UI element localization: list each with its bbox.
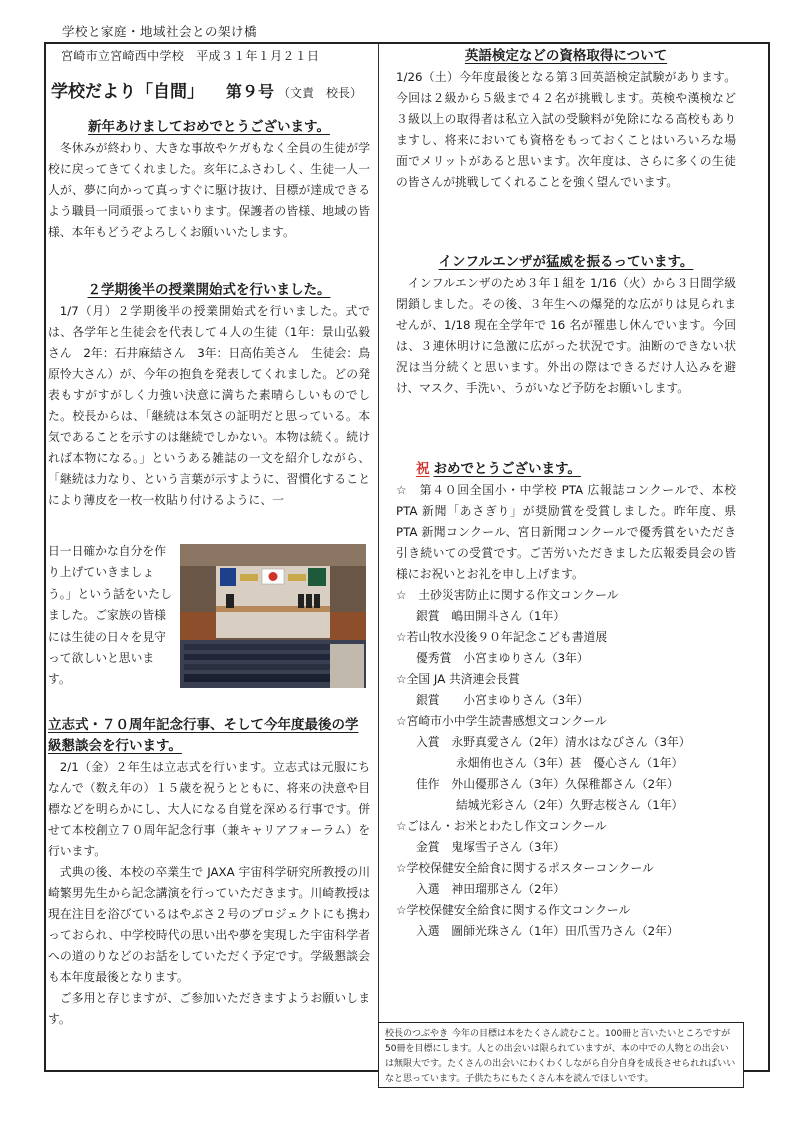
section-heading: 英語検定などの資格取得について [464,48,668,64]
award-winner: 佳作 外山優那さん（3年）久保稚都さん（2年） [416,777,679,791]
award-winner: 入選 神田瑠那さん（2年） [416,882,566,896]
section-heading: インフルエンザが猛威を振るっています。 [438,254,694,270]
issue-number: 第９号 [226,82,275,101]
pta-award-text: ☆ 第４０回全国小・中学校 PTA 広報誌コンクールで、本校 PTA 新聞「あさぎり」が奨励賞を受賞しました。昨年度、県 PTA 新聞コンクール、宮日新聞コンクールで優秀賞をいただき引き続いての受賞です。ご苦労いただきました広報委員会の皆様にお祝いとお礼を申し上げます。 [396,483,736,581]
award-title: ☆ 土砂災害防止に関する作文コンクール [396,588,619,602]
section-body: 1/26（土）今年度最後となる第３回英語検定試験があります。今回は２級から５級まで４２名が挑戦します。英検や漢検など３級以上の取得者は私立入試の受験料が免除になる高校もありますし、将来においても資格をもっておくことはいろいろな場面でメリットがあると思います。次年度は、さらに多くの生徒の皆さんが挑戦してくれることを強く望んでいます。 [396,70,736,189]
section-para-1: 2/1（金）２年生は立志式を行います。立志式は元服にちなんで（数え年の）１５歳を祝うとともに、将来の決意や目標などを明らかにし、大人になる自覚を深める行事です。併せて本校創立７０周年記念行事（兼キャリアフォーラム）を行います。 [48,760,370,858]
section-body: 冬休みが終わり、大きな事故やケガもなく全員の生徒が学校に戻ってきてくれました。亥年にふさわしく、生徒一人一人が、夢に向かって真っすぐに駆け抜け、目標が達成できるよう職員一同頑張ってまいります。保護者の皆様、地域の皆様、本年もどうぞよろしくお願いいたします。 [48,141,370,239]
award-winner: 永畑侑也さん（3年）甚 優心さん（1年） [456,756,684,770]
section-heading: 新年あけましておめでとうございます。 [88,119,330,135]
section-body: インフルエンザのため３年１組を 1/16（火）から３日間学級閉鎖しました。その後、３年生への爆発的な広がりは見られませんが、1/18 現在全学年で 16 名が罹患し休んでいます。今回は、３連休明けに急激に広がった状況です。油断のできない状況は当分続くと思います。外出の際はできるだけ人込みを避け、マスク、手洗い、うがいなど予防をお願いします。 [396,276,736,395]
section-body: 1/7（月）２学期後半の授業開始式を行いました。式では、各学年と生徒会を代表して４人の生徒（1年：景山弘毅さん 2年：石井麻結さん 3年：日高佑美さん 生徒会：鳥原怜大さん）が、今年の抱負を発表してくれました。どの発表もすがすがしく力強い決意に満ちた素晴らしいものでした。校長からは、「継続は本気さの証明だと思っている。本気であることを示すのは継続でしかない。本物は続く。続ければ本物になる。」というある雑誌の一文を紹介しながら、「継続は力なり、という言葉が示すように、習慣化することにより薄皮を一枚一枚貼り付けるように、一 [48,304,370,507]
award-title: ☆ごはん・お米とわたし作文コンクール [396,819,607,833]
section-para-2: 式典の後、本校の卒業生で JAXA 宇宙科学研究所教授の川崎繁男先生から記念講演を行っていただきます。川崎教授は現在注目を浴びているはやぶさ２号のプロジェクトにも携わっておられ、中学校時代の思い出や夢を実現した宇宙科学者への道のりなどのお話をしていただく予定です。学級懇談会も本年度最後となります。 [48,865,370,984]
principal-note-box [378,1022,744,1088]
section-ceremony [48,280,370,511]
principal-note-text: 今年の目標は本をたくさん読むこと。100冊と言いたいところですが50冊を目標にします。人との出会いは限られていますが、本の中での人物との出会いは無限大です。たくさんの出会いにわくわくしながら自分自身を成長させられればいいなと思っています。子供たちにもたくさん本を読んでほしいです。 [385,1029,736,1084]
award-title: ☆全国 JA 共済連会長賞 [396,672,520,686]
award-winner: 入選 圖師光珠さん（1年）田爪雪乃さん（2年） [416,924,679,938]
section-influenza [396,252,736,399]
author-credit: （文責 校長） [278,86,363,100]
section-eiken [396,46,736,193]
award-title: ☆宮崎市小中学生読書感想文コンクール [396,714,607,728]
newsletter-title: 学校だより「自間」 [51,82,204,102]
section-new-year [48,117,370,243]
column-divider [378,44,379,1048]
award-winner: 銀賞 小宮まゆりさん（3年） [416,693,589,707]
award-winner: 結城光彩さん（2年）久野志桜さん（1年） [456,798,684,812]
award-winner: 優秀賞 小宮まゆりさん（3年） [416,651,589,665]
award-title: ☆若山牧水没後９０年記念こども書道展 [396,630,608,644]
award-winner: 金賞 鬼塚雪子さん（3年） [416,840,566,854]
section-heading: 立志式・７０周年記念行事、そして今年度最後の学級懇談会を行います。 [48,717,359,754]
school-date-line: 宮崎市立宮崎西中学校 平成３１年１月２１日 [61,49,320,63]
award-winner: 銀賞 嶋田開斗さん（1年） [416,609,566,623]
gymnasium-stage-image [180,544,366,688]
ceremony-photo [180,544,366,688]
section-heading: おめでとうございます。 [433,461,581,477]
section-heading: ２学期後半の授業開始式を行いました。 [87,282,331,298]
award-title: ☆学校保健安全給食に関するポスターコンクール [396,861,654,875]
section-para-3: ご多用と存じますが、ご参加いただきますようお願いします。 [48,991,370,1026]
celebration-mark: 祝 [416,461,430,477]
congrats-heading-row [396,459,736,480]
principal-note-label: 校長のつぶやき [385,1029,449,1039]
award-title: ☆学校保健安全給食に関する作文コンクール [396,903,631,917]
section-congratulations [396,459,736,942]
tagline: 学校と家庭・地域社会との架け橋 [62,24,258,39]
section-body-wrap: 日一日確かな自分を作り上げていきましょう。」という話をいたしました。ご家族の皆様には生徒の日々を見守って欲しいと思います。 [48,544,172,687]
section-rikkoshiki [48,715,370,1030]
award-winner: 入賞 永野真愛さん（2年）清水はなびさん（3年） [416,735,691,749]
masthead [45,43,378,113]
title-row [51,77,362,102]
